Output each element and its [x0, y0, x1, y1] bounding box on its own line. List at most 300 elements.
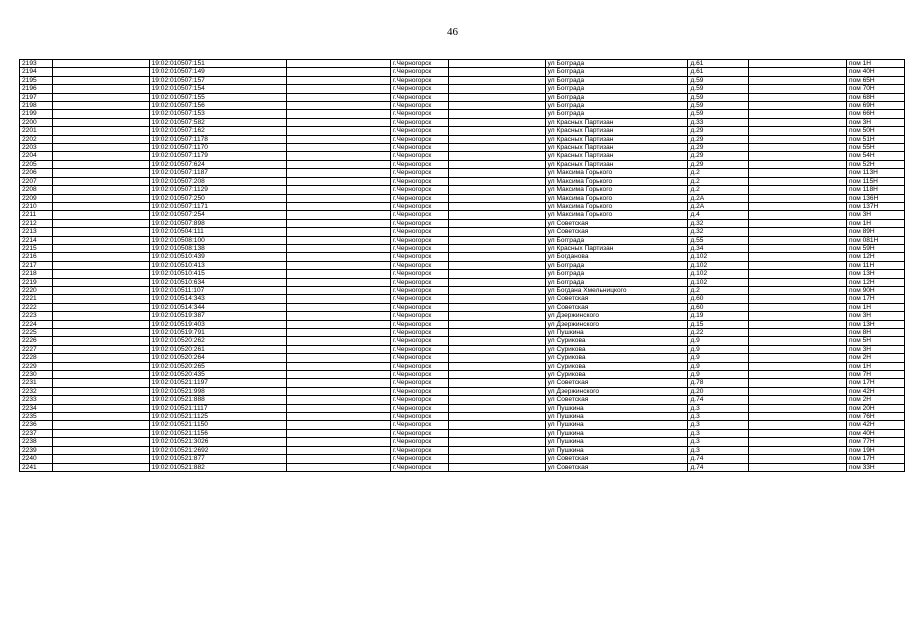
empty-cell [749, 421, 847, 429]
empty-cell [52, 118, 149, 126]
empty-cell [52, 102, 149, 110]
empty-cell [749, 144, 847, 152]
city-cell: г.Черногорск [391, 362, 449, 370]
empty-cell [749, 160, 847, 168]
table-row [20, 371, 905, 379]
table-row [20, 102, 905, 110]
empty-cell [448, 110, 545, 118]
empty-cell [52, 371, 149, 379]
empty-cell [287, 362, 391, 370]
house-cell: д.9 [688, 362, 749, 370]
city-cell: г.Черногорск [391, 303, 449, 311]
house-cell: д.32 [688, 228, 749, 236]
empty-cell [52, 270, 149, 278]
table-row [20, 455, 905, 463]
city-cell: г.Черногорск [391, 127, 449, 135]
cadastral-number-cell: 19:02:010520:265 [149, 362, 287, 370]
empty-cell [52, 387, 149, 395]
empty-cell [287, 303, 391, 311]
empty-cell [287, 118, 391, 126]
house-cell: д.102 [688, 278, 749, 286]
house-cell: д.3 [688, 429, 749, 437]
empty-cell [52, 354, 149, 362]
empty-cell [52, 211, 149, 219]
city-cell: г.Черногорск [391, 312, 449, 320]
empty-cell [448, 286, 545, 294]
row-number-cell: 2201 [20, 127, 53, 135]
room-cell: пом 59Н [847, 244, 905, 252]
city-cell: г.Черногорск [391, 337, 449, 345]
street-cell: ул Богграда [545, 261, 688, 269]
city-cell: г.Черногорск [391, 329, 449, 337]
room-cell: пом 7Н [847, 371, 905, 379]
empty-cell [448, 463, 545, 471]
cadastral-number-cell: 19:02:010507:624 [149, 160, 287, 168]
table-row [20, 93, 905, 101]
room-cell: пом 3Н [847, 345, 905, 353]
street-cell: ул Пушкина [545, 446, 688, 454]
room-cell: пом 76Н [847, 413, 905, 421]
empty-cell [287, 160, 391, 168]
cadastral-number-cell: 19:02:010507:1187 [149, 169, 287, 177]
table-row [20, 228, 905, 236]
row-number-cell: 2206 [20, 169, 53, 177]
empty-cell [749, 354, 847, 362]
table-row [20, 261, 905, 269]
room-cell: пом 136Н [847, 194, 905, 202]
empty-cell [749, 127, 847, 135]
row-number-cell: 2202 [20, 135, 53, 143]
street-cell: ул Богграда [545, 270, 688, 278]
row-number-cell: 2200 [20, 118, 53, 126]
room-cell: пом 69Н [847, 102, 905, 110]
empty-cell [52, 244, 149, 252]
empty-cell [287, 371, 391, 379]
empty-cell [448, 144, 545, 152]
row-number-cell: 2224 [20, 320, 53, 328]
city-cell: г.Черногорск [391, 135, 449, 143]
row-number-cell: 2204 [20, 152, 53, 160]
house-cell: д.2 [688, 286, 749, 294]
empty-cell [52, 303, 149, 311]
house-cell: д.33 [688, 118, 749, 126]
street-cell: ул Красных Партизан [545, 144, 688, 152]
empty-cell [448, 429, 545, 437]
city-cell: г.Черногорск [391, 60, 449, 68]
table-row [20, 438, 905, 446]
empty-cell [287, 85, 391, 93]
empty-cell [749, 303, 847, 311]
empty-cell [749, 202, 847, 210]
table-row [20, 202, 905, 210]
room-cell: пом 65Н [847, 76, 905, 84]
registry-table [19, 59, 905, 472]
row-number-cell: 2199 [20, 110, 53, 118]
street-cell: ул Богграда [545, 102, 688, 110]
row-number-cell: 2237 [20, 429, 53, 437]
city-cell: г.Черногорск [391, 295, 449, 303]
empty-cell [448, 379, 545, 387]
city-cell: г.Черногорск [391, 68, 449, 76]
room-cell: пом 3Н [847, 118, 905, 126]
empty-cell [52, 127, 149, 135]
empty-cell [749, 379, 847, 387]
street-cell: ул Дзержинского [545, 312, 688, 320]
empty-cell [448, 421, 545, 429]
cadastral-number-cell: 19:02:010520:435 [149, 371, 287, 379]
table-row [20, 253, 905, 261]
empty-cell [448, 160, 545, 168]
empty-cell [749, 228, 847, 236]
row-number-cell: 2198 [20, 102, 53, 110]
table-row [20, 278, 905, 286]
room-cell: пом 1Н [847, 362, 905, 370]
cadastral-number-cell: 19:02:010520:261 [149, 345, 287, 353]
empty-cell [749, 413, 847, 421]
row-number-cell: 2226 [20, 337, 53, 345]
street-cell: ул Красных Партизан [545, 118, 688, 126]
table-row [20, 160, 905, 168]
empty-cell [52, 228, 149, 236]
empty-cell [287, 135, 391, 143]
row-number-cell: 2225 [20, 329, 53, 337]
street-cell: ул Богграда [545, 68, 688, 76]
room-cell: пом 118Н [847, 186, 905, 194]
row-number-cell: 2230 [20, 371, 53, 379]
empty-cell [287, 429, 391, 437]
house-cell: д.29 [688, 127, 749, 135]
cadastral-number-cell: 19:02:010507:1178 [149, 135, 287, 143]
street-cell: ул Максима Горького [545, 194, 688, 202]
cadastral-number-cell: 19:02:010519:791 [149, 329, 287, 337]
house-cell: д.29 [688, 160, 749, 168]
empty-cell [448, 354, 545, 362]
city-cell: г.Черногорск [391, 345, 449, 353]
table-row [20, 463, 905, 471]
empty-cell [749, 438, 847, 446]
empty-cell [749, 329, 847, 337]
street-cell: ул Пушкина [545, 438, 688, 446]
empty-cell [287, 387, 391, 395]
room-cell: пом 1Н [847, 60, 905, 68]
row-number-cell: 2197 [20, 93, 53, 101]
cadastral-number-cell: 19:02:010521:998 [149, 387, 287, 395]
house-cell: д.3 [688, 413, 749, 421]
row-number-cell: 2240 [20, 455, 53, 463]
city-cell: г.Черногорск [391, 152, 449, 160]
table-row [20, 446, 905, 454]
empty-cell [52, 455, 149, 463]
room-cell: пом 11Н [847, 261, 905, 269]
street-cell: ул Пушкина [545, 404, 688, 412]
street-cell: ул Сурикова [545, 337, 688, 345]
empty-cell [448, 244, 545, 252]
empty-cell [287, 446, 391, 454]
table-row [20, 303, 905, 311]
empty-cell [749, 177, 847, 185]
street-cell: ул Красных Партизан [545, 135, 688, 143]
empty-cell [287, 68, 391, 76]
room-cell: пом 66Н [847, 110, 905, 118]
empty-cell [749, 135, 847, 143]
house-cell: д.59 [688, 85, 749, 93]
house-cell: д.3 [688, 404, 749, 412]
empty-cell [448, 194, 545, 202]
row-number-cell: 2222 [20, 303, 53, 311]
city-cell: г.Черногорск [391, 429, 449, 437]
empty-cell [52, 278, 149, 286]
house-cell: д.19 [688, 312, 749, 320]
street-cell: ул Советская [545, 219, 688, 227]
house-cell: д.59 [688, 76, 749, 84]
empty-cell [52, 144, 149, 152]
house-cell: д.3 [688, 438, 749, 446]
house-cell: д.20 [688, 387, 749, 395]
house-cell: д.2 [688, 186, 749, 194]
row-number-cell: 2212 [20, 219, 53, 227]
street-cell: ул Красных Партизан [545, 244, 688, 252]
row-number-cell: 2216 [20, 253, 53, 261]
empty-cell [52, 362, 149, 370]
empty-cell [52, 261, 149, 269]
table-row [20, 118, 905, 126]
empty-cell [749, 76, 847, 84]
empty-cell [749, 337, 847, 345]
empty-cell [52, 396, 149, 404]
empty-cell [52, 463, 149, 471]
empty-cell [448, 177, 545, 185]
room-cell: пом 17Н [847, 455, 905, 463]
room-cell: пом 137Н [847, 202, 905, 210]
cadastral-number-cell: 19:02:010510:634 [149, 278, 287, 286]
empty-cell [52, 177, 149, 185]
house-cell: д.59 [688, 110, 749, 118]
empty-cell [749, 295, 847, 303]
cadastral-number-cell: 19:02:010507:898 [149, 219, 287, 227]
house-cell: д.61 [688, 60, 749, 68]
street-cell: ул Богграда [545, 278, 688, 286]
street-cell: ул Советская [545, 303, 688, 311]
table-row [20, 194, 905, 202]
row-number-cell: 2215 [20, 244, 53, 252]
empty-cell [52, 329, 149, 337]
cadastral-number-cell: 19:02:010510:439 [149, 253, 287, 261]
street-cell: ул Советская [545, 295, 688, 303]
house-cell: д.60 [688, 303, 749, 311]
empty-cell [448, 228, 545, 236]
house-cell: д.59 [688, 93, 749, 101]
empty-cell [749, 169, 847, 177]
house-cell: д.32 [688, 219, 749, 227]
street-cell: ул Красных Партизан [545, 152, 688, 160]
house-cell: д.2А [688, 194, 749, 202]
city-cell: г.Черногорск [391, 211, 449, 219]
empty-cell [287, 219, 391, 227]
house-cell: д.74 [688, 463, 749, 471]
table-row [20, 110, 905, 118]
room-cell: пом 51Н [847, 135, 905, 143]
empty-cell [287, 261, 391, 269]
empty-cell [287, 438, 391, 446]
empty-cell [448, 337, 545, 345]
empty-cell [749, 152, 847, 160]
room-cell: пом 55Н [847, 144, 905, 152]
house-cell: д.15 [688, 320, 749, 328]
cadastral-number-cell: 19:02:010521:1117 [149, 404, 287, 412]
empty-cell [448, 312, 545, 320]
cadastral-number-cell: 19:02:010504:111 [149, 228, 287, 236]
house-cell: д.61 [688, 68, 749, 76]
row-number-cell: 2211 [20, 211, 53, 219]
row-number-cell: 2217 [20, 261, 53, 269]
room-cell: пом 13Н [847, 320, 905, 328]
cadastral-number-cell: 19:02:010521:888 [149, 396, 287, 404]
empty-cell [448, 152, 545, 160]
table-row [20, 244, 905, 252]
cadastral-number-cell: 19:02:010521:1197 [149, 379, 287, 387]
empty-cell [287, 144, 391, 152]
cadastral-number-cell: 19:02:010507:1179 [149, 152, 287, 160]
table-row [20, 135, 905, 143]
table-row [20, 429, 905, 437]
row-number-cell: 2205 [20, 160, 53, 168]
empty-cell [287, 177, 391, 185]
empty-cell [448, 85, 545, 93]
city-cell: г.Черногорск [391, 110, 449, 118]
city-cell: г.Черногорск [391, 286, 449, 294]
room-cell: пом 13Н [847, 270, 905, 278]
table-row [20, 396, 905, 404]
empty-cell [287, 169, 391, 177]
empty-cell [448, 329, 545, 337]
table-row [20, 236, 905, 244]
table-row [20, 169, 905, 177]
empty-cell [52, 60, 149, 68]
city-cell: г.Черногорск [391, 102, 449, 110]
empty-cell [52, 312, 149, 320]
empty-cell [448, 387, 545, 395]
cadastral-number-cell: 19:02:010507:154 [149, 85, 287, 93]
house-cell: д.3 [688, 446, 749, 454]
empty-cell [52, 194, 149, 202]
cadastral-number-cell: 19:02:010510:413 [149, 261, 287, 269]
table-row [20, 413, 905, 421]
empty-cell [287, 236, 391, 244]
house-cell: д.29 [688, 135, 749, 143]
house-cell: д.102 [688, 253, 749, 261]
empty-cell [448, 169, 545, 177]
empty-cell [448, 295, 545, 303]
table-row [20, 68, 905, 76]
room-cell: пом 1Н [847, 303, 905, 311]
empty-cell [448, 211, 545, 219]
street-cell: ул Богграда [545, 110, 688, 118]
city-cell: г.Черногорск [391, 320, 449, 328]
empty-cell [287, 404, 391, 412]
empty-cell [52, 421, 149, 429]
empty-cell [52, 110, 149, 118]
empty-cell [749, 186, 847, 194]
city-cell: г.Черногорск [391, 76, 449, 84]
city-cell: г.Черногорск [391, 354, 449, 362]
empty-cell [287, 413, 391, 421]
cadastral-number-cell: 19:02:010511:107 [149, 286, 287, 294]
cadastral-number-cell: 19:02:010507:582 [149, 118, 287, 126]
empty-cell [287, 244, 391, 252]
empty-cell [448, 253, 545, 261]
cadastral-number-cell: 19:02:010507:250 [149, 194, 287, 202]
row-number-cell: 2233 [20, 396, 53, 404]
empty-cell [749, 312, 847, 320]
empty-cell [749, 93, 847, 101]
street-cell: ул Советская [545, 228, 688, 236]
street-cell: ул Богдана Хмельницкого [545, 286, 688, 294]
empty-cell [287, 186, 391, 194]
empty-cell [448, 404, 545, 412]
empty-cell [749, 85, 847, 93]
city-cell: г.Черногорск [391, 236, 449, 244]
empty-cell [287, 320, 391, 328]
street-cell: ул Богграда [545, 85, 688, 93]
table-row [20, 354, 905, 362]
cadastral-number-cell: 19:02:010514:344 [149, 303, 287, 311]
empty-cell [52, 169, 149, 177]
street-cell: ул Советская [545, 455, 688, 463]
table-row [20, 219, 905, 227]
city-cell: г.Черногорск [391, 413, 449, 421]
row-number-cell: 2229 [20, 362, 53, 370]
house-cell: д.102 [688, 261, 749, 269]
room-cell: пом 50Н [847, 127, 905, 135]
empty-cell [749, 60, 847, 68]
city-cell: г.Черногорск [391, 93, 449, 101]
street-cell: ул Сурикова [545, 362, 688, 370]
table-row [20, 337, 905, 345]
empty-cell [52, 379, 149, 387]
room-cell: пом 8Н [847, 329, 905, 337]
city-cell: г.Черногорск [391, 219, 449, 227]
house-cell: д.2А [688, 202, 749, 210]
table-row [20, 312, 905, 320]
empty-cell [52, 413, 149, 421]
cadastral-number-cell: 19:02:010521:1125 [149, 413, 287, 421]
house-cell: д.102 [688, 270, 749, 278]
street-cell: ул Максима Горького [545, 186, 688, 194]
registry-table-body [20, 60, 905, 472]
city-cell: г.Черногорск [391, 404, 449, 412]
room-cell: пом 90Н [847, 286, 905, 294]
empty-cell [749, 429, 847, 437]
room-cell: пом 70Н [847, 85, 905, 93]
empty-cell [749, 396, 847, 404]
cadastral-number-cell: 19:02:010507:149 [149, 68, 287, 76]
empty-cell [448, 320, 545, 328]
street-cell: ул Пушкина [545, 429, 688, 437]
city-cell: г.Черногорск [391, 379, 449, 387]
table-row [20, 404, 905, 412]
room-cell: пом 42Н [847, 421, 905, 429]
empty-cell [52, 135, 149, 143]
empty-cell [749, 278, 847, 286]
empty-cell [448, 303, 545, 311]
empty-cell [52, 404, 149, 412]
empty-cell [52, 93, 149, 101]
empty-cell [749, 236, 847, 244]
empty-cell [287, 152, 391, 160]
cadastral-number-cell: 19:02:010507:1129 [149, 186, 287, 194]
empty-cell [287, 60, 391, 68]
room-cell: пом 19Н [847, 446, 905, 454]
